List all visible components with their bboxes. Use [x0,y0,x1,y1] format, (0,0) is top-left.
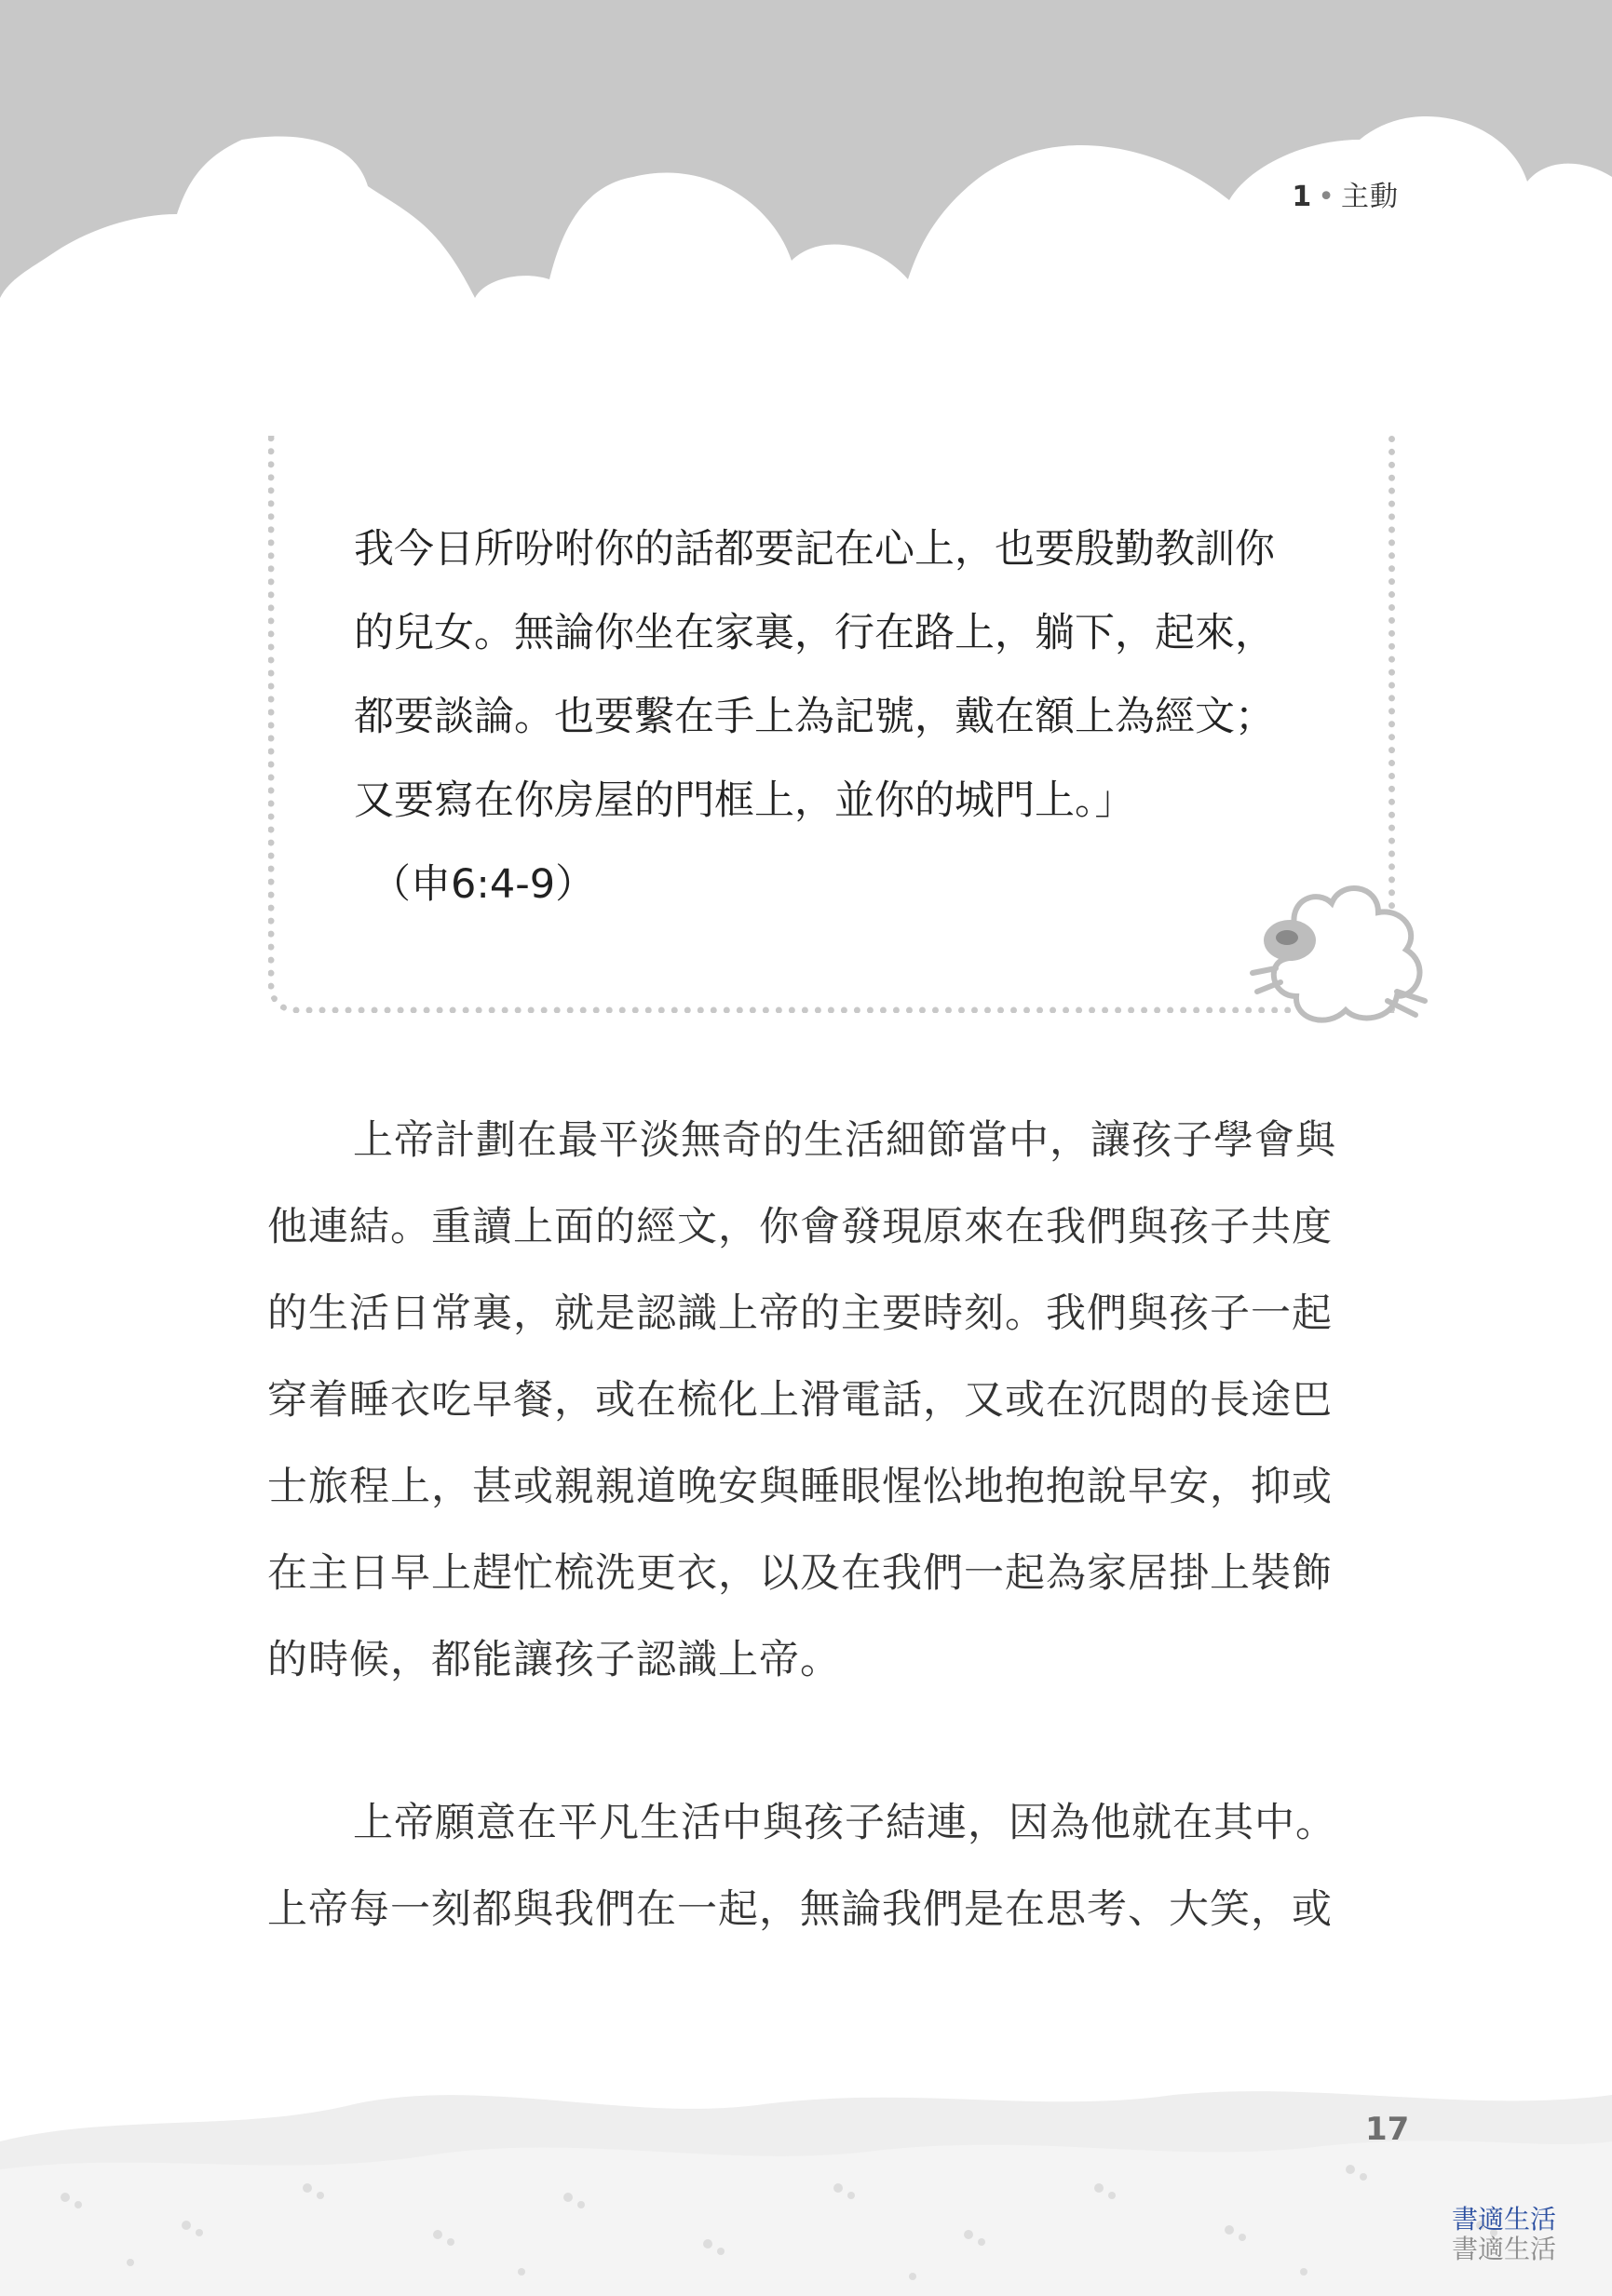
separator-dot-icon: • [1318,181,1335,213]
page-number: 17 [1365,2111,1410,2148]
verse-line: 又要寫在你房屋的門框上，並你的城門上。」 [354,777,1135,824]
body-paragraph-1 [267,1098,1399,1704]
body-line: 他連結。重讀上面的經文，你會發現原來在我們與孩子共度 [267,1204,1333,1250]
body-line: 士旅程上，甚或親親道晚安與睡眼惺忪地抱抱說早安，抑或 [267,1464,1333,1510]
top-cloud-band [0,0,1612,298]
body-line: 的時候，都能讓孩子認識上帝。 [267,1637,841,1683]
verse-line: 都要談論。也要繫在手上為記號，戴在額上為經文； [354,694,1275,740]
body-line: 在主日早上趕忙梳洗更衣，以及在我們一起為家居掛上裝飾 [267,1550,1333,1597]
body-line: 的生活日常裏，就是認識上帝的主要時刻。我們與孩子一起 [267,1290,1333,1337]
body-line: 上帝計劃在最平淡無奇的生活細節當中，讓孩子學會與 [353,1117,1336,1164]
verse-line: 我今日所吩咐你的話都要記在心上，也要殷勤教訓你 [354,526,1275,573]
sheep-icon [1239,871,1443,1047]
chapter-number: 1 [1292,181,1313,213]
body-line: 上帝願意在平凡生活中與孩子結連，因為他就在其中。 [353,1800,1336,1846]
body-line: 穿着睡衣吃早餐，或在梳化上滑電話，又或在沉悶的長途巴 [267,1377,1333,1424]
chapter-header [1292,173,1399,214]
body-paragraph-2 [267,1780,1399,1953]
verse-line: 的兒女。無論你坐在家裏，行在路上，躺下，起來， [354,610,1275,656]
verse-reference: （申6:4-9） [371,861,596,908]
body-line: 上帝每一刻都與我們在一起，無論我們是在思考、大笑，或 [267,1886,1333,1933]
publisher-name-shadow: 書適生活 [1451,2234,1556,2264]
publisher-name: 書適生活 [1451,2204,1556,2235]
verse-quote [354,507,1341,926]
chapter-title: 主動 [1341,181,1399,213]
publisher-watermark [1452,2205,1556,2264]
